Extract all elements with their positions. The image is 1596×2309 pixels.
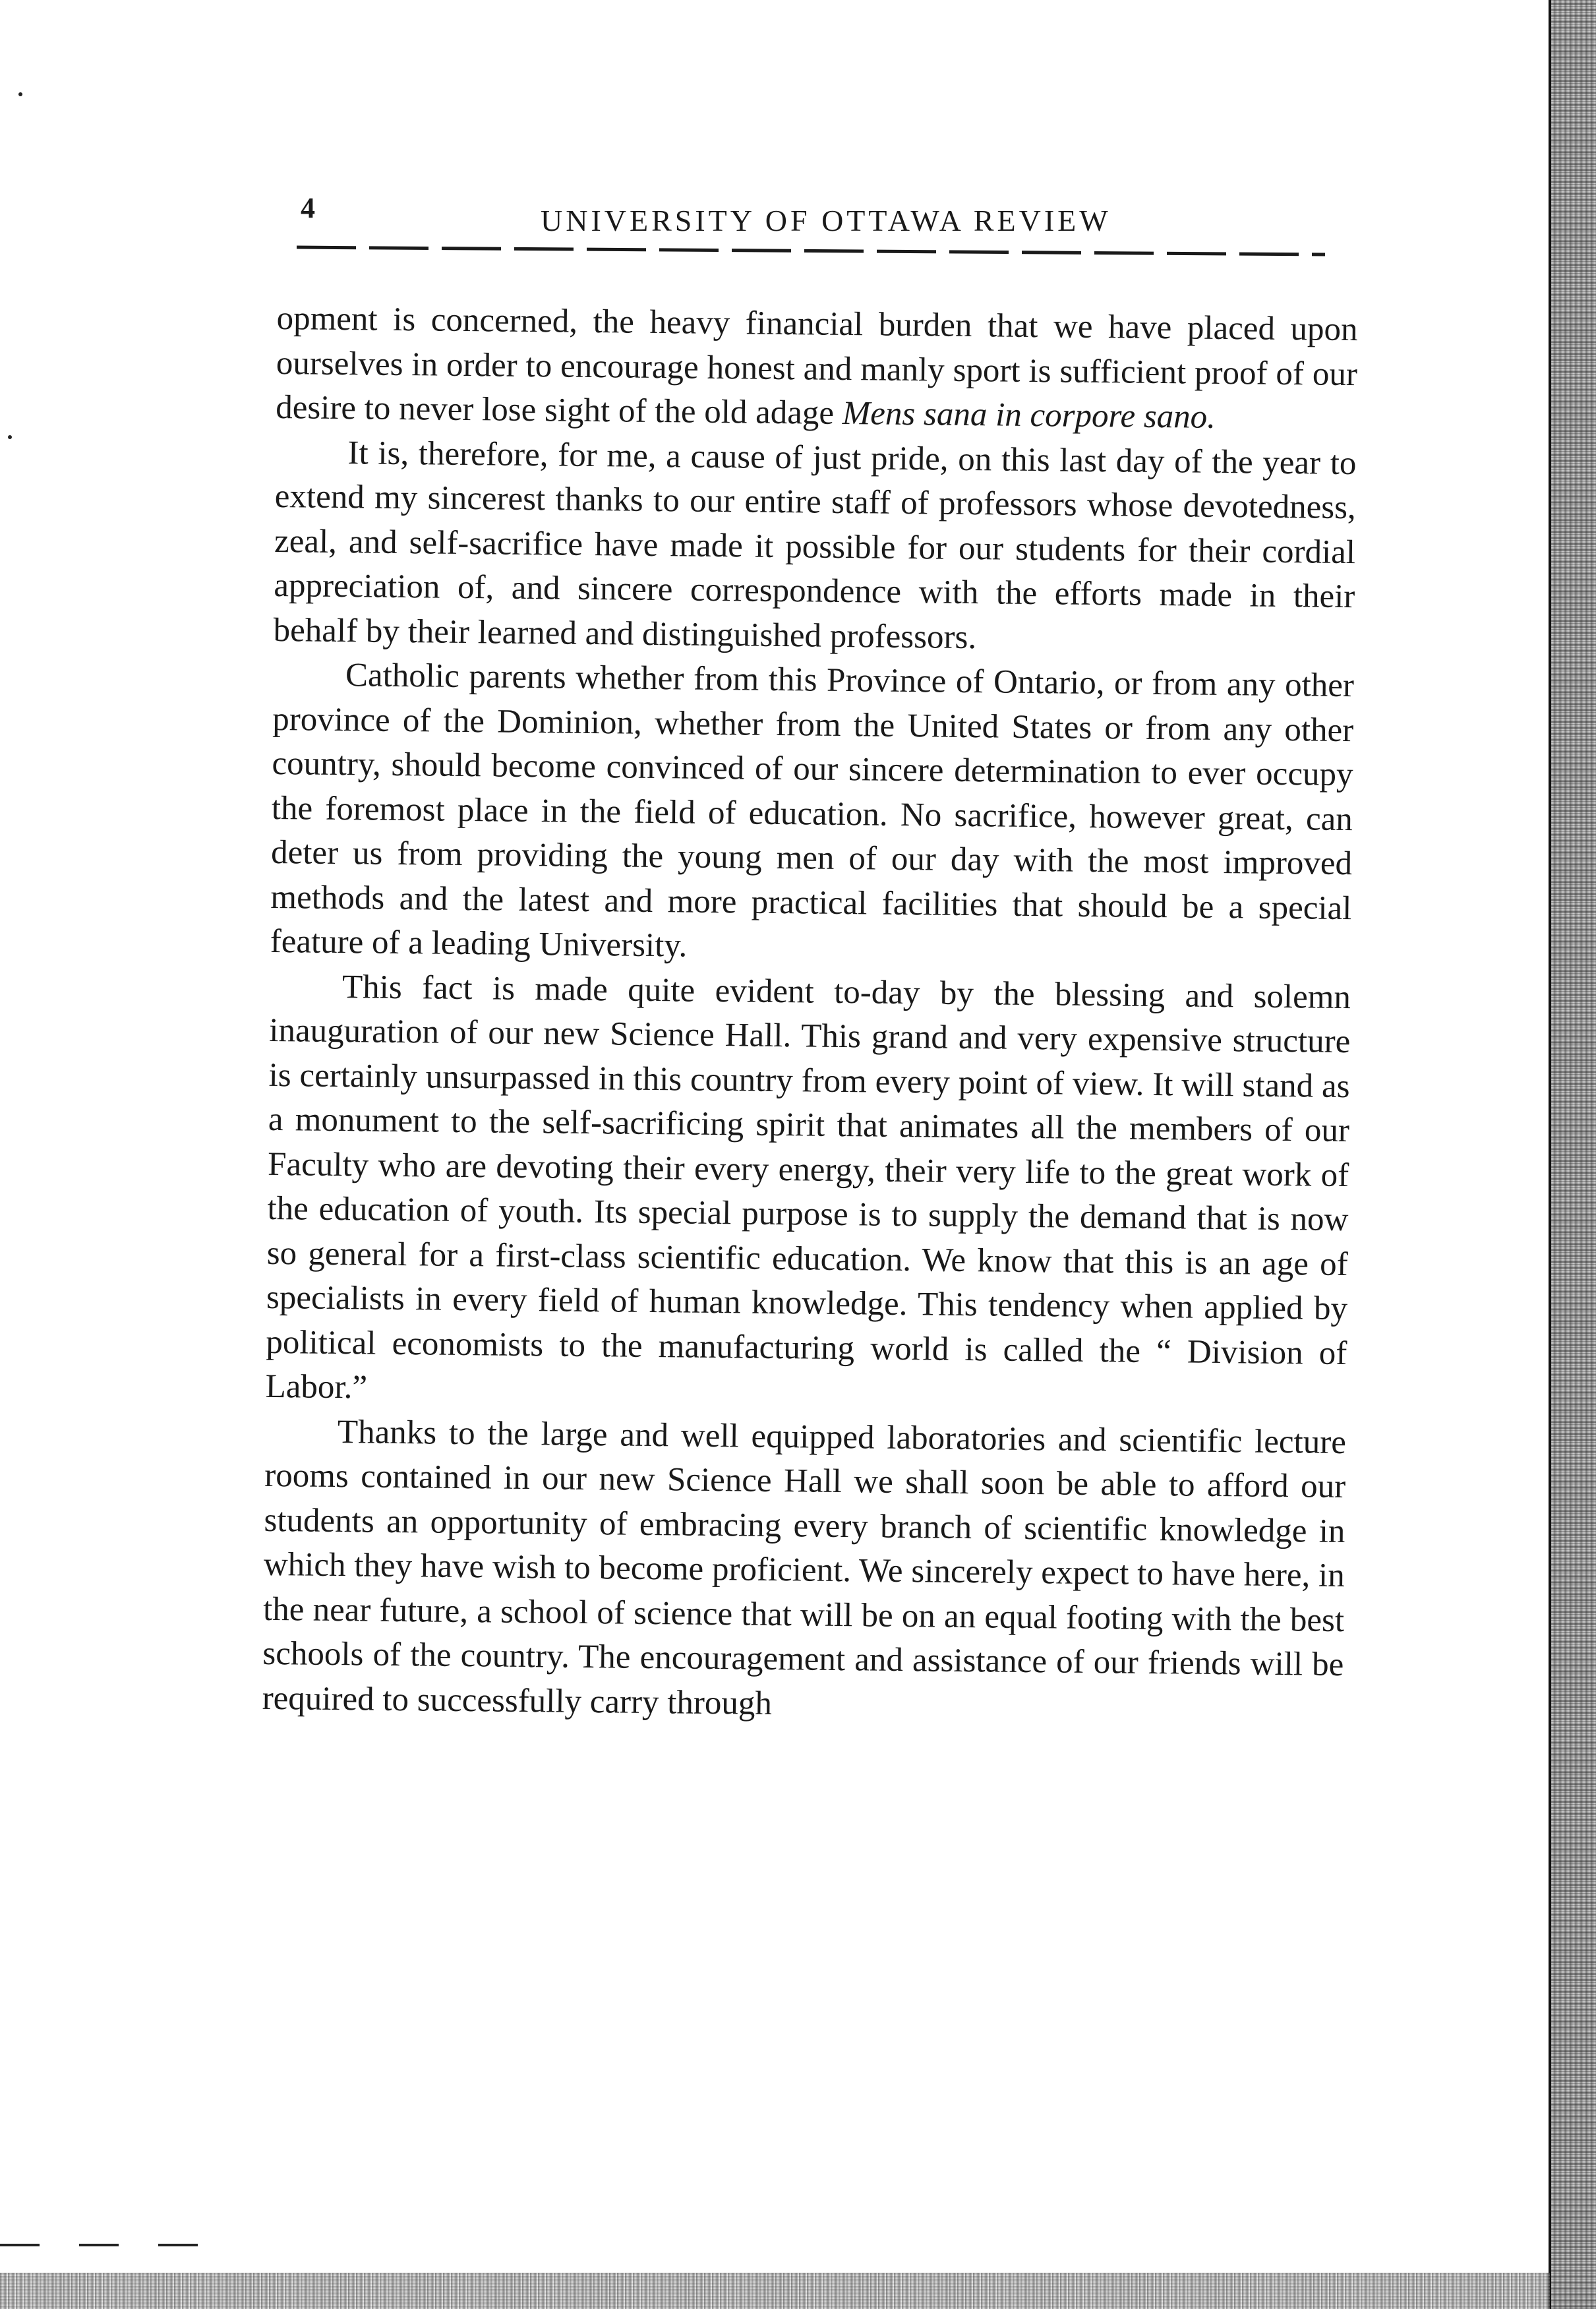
paragraph <box>276 297 1358 442</box>
scan-border-right-line <box>1549 0 1551 2309</box>
latin-quote: Mens sana in corpore sano. <box>842 394 1216 436</box>
running-head: UNIVERSITY OF OTTAWA REVIEW <box>541 204 1111 237</box>
paragraph: Thanks to the large and well equipped laboratories and scientific lecture rooms contained in our new Science Hall we shall soon be able to afford our students an opportunity of embracing every branch of scientific knowledge in which they have wish to become proficient. We sincerely expect to have here, in the near future, a school of science that will be on an equal footing with the best schools of the country. The encouragement and assistance of our friends will be required to successfully carry through <box>262 1413 1347 1722</box>
scan-speck <box>8 435 12 439</box>
paragraph: Catholic parents whether from this Province of Ontario, or from any other province of the Dominion, whether from the United States or from any other country, should become convinced of our sincere determination to ever occupy the foremost place in the field of education. No sacrifice, however great, can deter us from providing the young men of our day with the most improved methods and the latest and more practical facilities that should be a special feature of a leading University. <box>270 657 1355 965</box>
page-number: 4 <box>301 192 315 224</box>
scan-border-bottom <box>0 2273 1550 2309</box>
paragraph-text: opment is concerned, the heavy financial burden that we have placed upon ourselves in order to encourage honest and manly sport is sufficient proof of our desire to never lose sight of the old adage <box>275 299 1358 432</box>
scan-bottom-marks <box>0 2244 218 2246</box>
paragraph: This fact is made quite evident to-day by the blessing and solemn inauguration of our new Science Hall. This grand and very expensive structure is certainly unsurpassed in this country from every point of view. It will stand as a monument to the self-sacrificing spirit that animates all the members of our Faculty who are devoting their every energy, their very life to the great work of the education of youth. Its special purpose is to supply the demand that is now so general for a first-class scientific education. We know that this is an age of specialists in every field of human knowledge. This tendency when applied by political economists to the manufacturing world is called the “ Division of Labor.” <box>265 968 1351 1406</box>
header-rule <box>297 246 1325 256</box>
document-page <box>262 185 1358 1722</box>
paragraph: It is, therefore, for me, a cause of just pride, on this last day of the year to extend my sincerest thanks to our entire staff of professors whose devotedness, zeal, and self-sacrifice have made it possible for our students for their cordial appreciation of, and sincere correspondence with the efforts made in their behalf by their learned and distinguished professors. <box>273 434 1357 656</box>
page-header <box>264 185 1358 244</box>
scan-border-right <box>1550 0 1596 2309</box>
scan-speck <box>18 92 22 96</box>
article-body <box>262 297 1358 1732</box>
